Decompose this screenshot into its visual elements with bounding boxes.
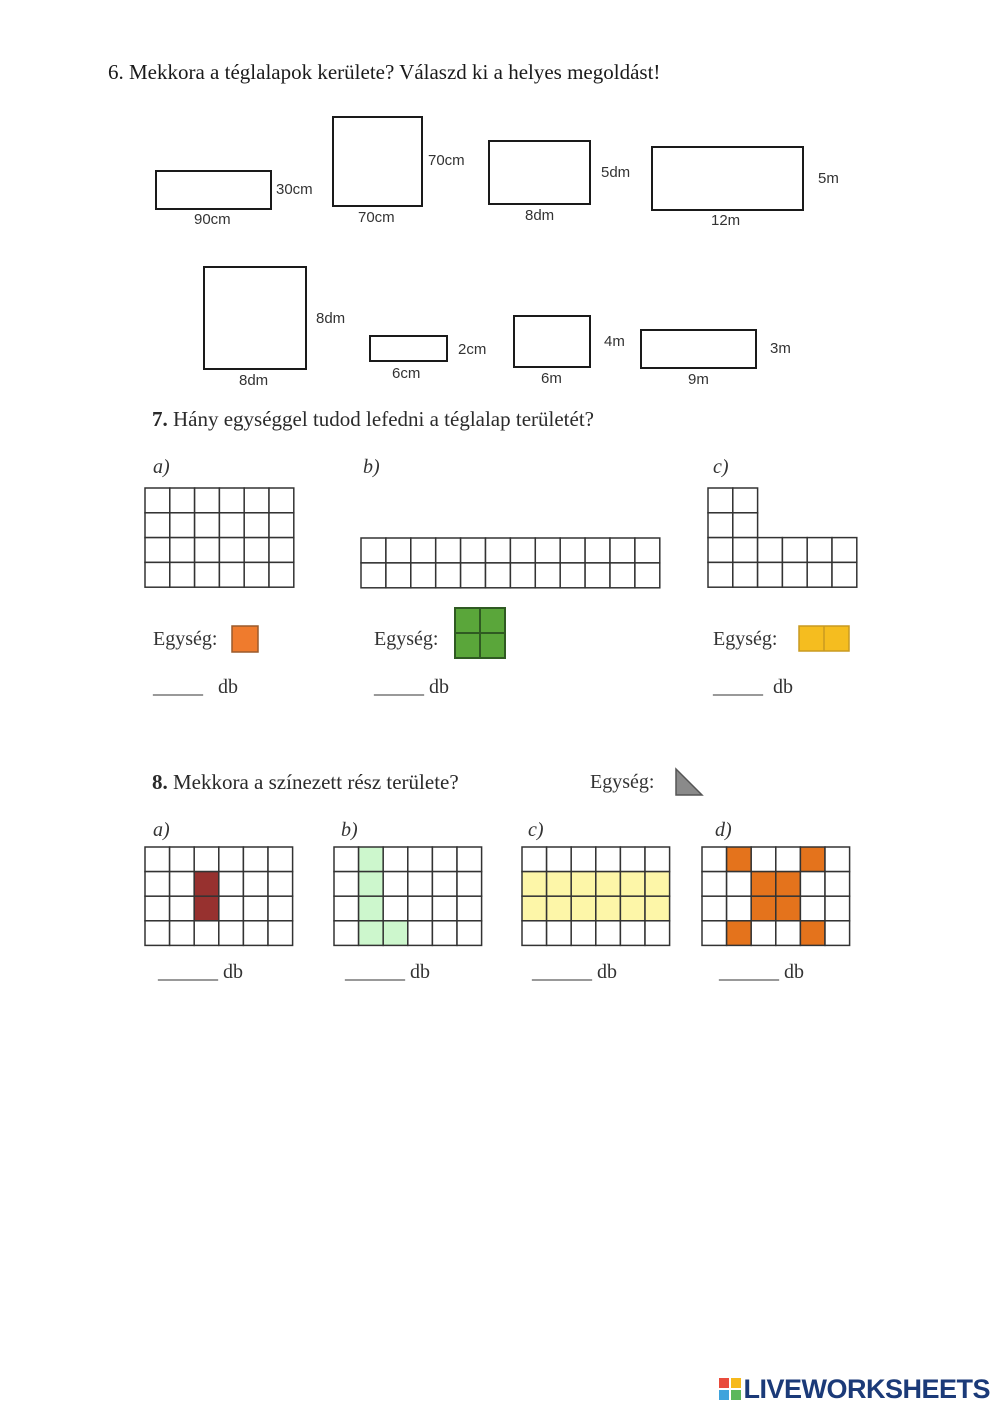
grid-cell <box>436 538 461 563</box>
grid-cell <box>195 513 220 538</box>
grid-cell <box>702 872 727 897</box>
grid-cell <box>596 896 621 921</box>
rect-4-height: 5m <box>818 170 839 187</box>
grid-cell <box>733 488 758 513</box>
grid-cell <box>751 921 776 946</box>
q7-answer-a <box>153 676 238 699</box>
grid-cell <box>194 896 219 921</box>
q7-answer-blank-a[interactable]: _____ <box>153 676 203 698</box>
grid-cell <box>585 538 610 563</box>
q8-answer-b <box>345 961 430 984</box>
grid-cell <box>268 872 293 897</box>
grid-cell <box>359 921 384 946</box>
grid-cell <box>457 896 482 921</box>
grid-cell <box>219 488 244 513</box>
grid-cell <box>776 896 801 921</box>
grid-cell <box>560 563 585 588</box>
grid-cell <box>733 562 758 587</box>
grid-cell <box>782 562 807 587</box>
grid-cell <box>825 847 850 872</box>
q7-letter-a: a) <box>153 456 170 478</box>
question-8-text: Mekkora a színezett rész területe? <box>167 770 459 794</box>
grid-cell <box>702 921 727 946</box>
question-7-text: Hány egységgel tudod lefedni a téglalap területét? <box>167 407 594 431</box>
q8-unit-triangle-icon <box>676 769 702 795</box>
grid-cell <box>596 921 621 946</box>
q8-grid-b <box>334 847 482 945</box>
grid-cell <box>383 921 408 946</box>
grid-cell <box>800 896 825 921</box>
grid-cell <box>733 513 758 538</box>
grid-cell <box>383 896 408 921</box>
grid-cell <box>727 872 752 897</box>
q8-answer-blank-a[interactable]: ______ <box>158 961 218 983</box>
rect-2-height: 70cm <box>428 152 465 169</box>
grid-cell <box>751 896 776 921</box>
grid-cell <box>408 921 433 946</box>
grid-cell <box>620 847 645 872</box>
rect-8-width: 9m <box>688 371 709 388</box>
grid-cell <box>195 538 220 563</box>
q7-unit-label-a: Egység: <box>153 628 218 650</box>
grid-cell <box>243 847 268 872</box>
rect-5-width: 8dm <box>239 372 269 389</box>
q7-unit-label-b: Egység: <box>374 628 439 650</box>
rect-3-width: 8dm <box>525 207 555 224</box>
grid-cell <box>825 921 850 946</box>
grid-cell <box>727 921 752 946</box>
grid-cell <box>170 847 195 872</box>
q8-db-label-c: db <box>597 961 617 983</box>
logo-text: LIVEWORKSHEETS <box>743 1374 990 1404</box>
grid-cell <box>832 538 857 563</box>
grid-cell <box>596 872 621 897</box>
grid-cell <box>733 538 758 563</box>
grid-cell <box>145 538 170 563</box>
grid-cell <box>571 896 596 921</box>
grid-cell <box>800 872 825 897</box>
grid-cell <box>645 872 670 897</box>
grid-cell <box>776 872 801 897</box>
grid-cell <box>645 921 670 946</box>
grid-cell <box>620 921 645 946</box>
q8-db-label-a: db <box>223 961 243 983</box>
grid-cell <box>776 847 801 872</box>
grid-cell <box>832 562 857 587</box>
q7-unit-square-a <box>232 626 258 652</box>
q8-grid-a <box>145 847 293 945</box>
grid-cell <box>510 538 535 563</box>
grid-cell <box>219 847 244 872</box>
grid-cell <box>170 488 195 513</box>
grid-cell <box>195 562 220 587</box>
q7-unit-domino-c <box>799 626 849 651</box>
grid-cell <box>383 847 408 872</box>
grid-cell <box>361 538 386 563</box>
question-6-title: 6. Mekkora a téglalapok kerülete? Válaszd ki a helyes megoldást! <box>108 60 661 84</box>
q8-answer-blank-c[interactable]: ______ <box>532 961 592 983</box>
grid-cell <box>170 872 195 897</box>
grid-cell <box>825 872 850 897</box>
grid-cell <box>383 872 408 897</box>
grid-cell <box>708 513 733 538</box>
grid-cell <box>170 538 195 563</box>
q8-unit-label: Egység: <box>590 771 655 793</box>
grid-cell <box>145 562 170 587</box>
grid-cell <box>244 513 269 538</box>
grid-cell <box>359 896 384 921</box>
grid-cell <box>145 488 170 513</box>
q8-answer-c <box>532 961 617 984</box>
q7-unit-square-b <box>455 608 505 658</box>
grid-cell <box>194 872 219 897</box>
grid-cell <box>269 562 294 587</box>
rect-2-width: 70cm <box>358 209 395 226</box>
grid-cell <box>334 847 359 872</box>
grid-cell <box>243 872 268 897</box>
grid-cell <box>244 538 269 563</box>
grid-cell <box>751 847 776 872</box>
q8-letter-d: d) <box>715 819 732 841</box>
grid-cell <box>145 872 170 897</box>
grid-cell <box>522 921 547 946</box>
grid-cell <box>571 872 596 897</box>
q7-letter-b: b) <box>363 456 380 478</box>
grid-cell <box>195 488 220 513</box>
grid-cell <box>782 538 807 563</box>
grid-cell <box>776 921 801 946</box>
grid-cell <box>170 562 195 587</box>
grid-cell <box>432 921 457 946</box>
logo-icon <box>719 1378 741 1400</box>
grid-cell <box>547 872 572 897</box>
q7-answer-blank-b[interactable]: _____ <box>374 676 424 698</box>
grid-cell <box>194 921 219 946</box>
grid-cell <box>170 513 195 538</box>
grid-cell <box>170 896 195 921</box>
grid-cell <box>708 562 733 587</box>
grid-cell <box>457 847 482 872</box>
grid-cell <box>408 847 433 872</box>
grid-cell <box>243 921 268 946</box>
grid-cell <box>758 562 783 587</box>
grid-cell <box>334 921 359 946</box>
q7-answer-b <box>374 676 449 699</box>
grid-cell <box>244 562 269 587</box>
grid-cell <box>620 896 645 921</box>
grid-cell <box>596 847 621 872</box>
q7-grid-a <box>145 488 294 587</box>
q7-db-label-c: db <box>773 676 793 698</box>
grid-cell <box>269 538 294 563</box>
grid-cell <box>334 872 359 897</box>
rect-8-height: 3m <box>770 340 791 357</box>
grid-cell <box>522 896 547 921</box>
q8-letter-a: a) <box>153 819 170 841</box>
grid-cell <box>610 538 635 563</box>
grid-cell <box>219 872 244 897</box>
grid-cell <box>145 847 170 872</box>
grid-cell <box>702 847 727 872</box>
grid-cell <box>361 563 386 588</box>
grid-cell <box>269 488 294 513</box>
grid-cell <box>571 847 596 872</box>
grid-cell <box>758 538 783 563</box>
rect-4-width: 12m <box>711 212 741 229</box>
q8-db-label-b: db <box>410 961 430 983</box>
grid-cell <box>408 872 433 897</box>
grid-cell <box>486 563 511 588</box>
q7-grid-c <box>708 488 857 587</box>
q7-db-label-a: db <box>218 676 238 698</box>
question-7-number: 7. <box>152 407 168 431</box>
grid-cell <box>547 847 572 872</box>
grid-cell <box>268 847 293 872</box>
grid-cell <box>386 538 411 563</box>
q8-answer-d <box>719 961 804 984</box>
rect-7-width: 6m <box>541 370 562 387</box>
rect-1-width: 90cm <box>194 211 231 228</box>
grid-cell <box>461 563 486 588</box>
grid-cell <box>522 872 547 897</box>
grid-cell <box>145 921 170 946</box>
grid-cell <box>571 921 596 946</box>
q7-answer-blank-c[interactable]: _____ <box>713 676 763 698</box>
grid-cell <box>547 896 572 921</box>
rect-1-height: 30cm <box>276 181 313 198</box>
grid-cell <box>800 847 825 872</box>
q7-letter-c: c) <box>713 456 729 478</box>
grid-cell <box>535 538 560 563</box>
q7-grid-b <box>361 538 660 588</box>
grid-cell <box>751 872 776 897</box>
grid-cell <box>432 896 457 921</box>
q7-db-label-b: db <box>429 676 449 698</box>
rect-7-height: 4m <box>604 333 625 350</box>
question-8-number: 8. <box>152 770 168 794</box>
q7-answer-c <box>713 676 793 699</box>
grid-cell <box>635 538 660 563</box>
grid-cell <box>807 538 832 563</box>
grid-cell <box>645 896 670 921</box>
question-8-title <box>152 770 459 795</box>
grid-cell <box>145 896 170 921</box>
grid-cell <box>411 538 436 563</box>
grid-cell <box>825 896 850 921</box>
grid-cell <box>408 896 433 921</box>
q7-unit-label-c: Egység: <box>713 628 778 650</box>
grid-cell <box>411 563 436 588</box>
grid-cell <box>219 896 244 921</box>
grid-cell <box>219 538 244 563</box>
grid-cell <box>359 872 384 897</box>
grid-cell <box>219 513 244 538</box>
grid-cell <box>610 563 635 588</box>
q8-letter-b: b) <box>341 819 358 841</box>
grid-cell <box>334 896 359 921</box>
grid-cell <box>269 513 294 538</box>
grid-cell <box>702 896 727 921</box>
grid-cell <box>727 847 752 872</box>
q8-grid-d <box>702 847 850 945</box>
grid-cell <box>243 896 268 921</box>
grid-cell <box>244 488 269 513</box>
grid-cell <box>268 896 293 921</box>
grid-cell <box>522 847 547 872</box>
grid-cell <box>145 513 170 538</box>
grid-cell <box>457 872 482 897</box>
grid-cell <box>560 538 585 563</box>
grid-cell <box>807 562 832 587</box>
grid-cell <box>432 872 457 897</box>
grid-cell <box>219 921 244 946</box>
grid-cell <box>359 847 384 872</box>
rect-6-width: 6cm <box>392 365 421 382</box>
grid-cell <box>432 847 457 872</box>
grid-cell <box>727 896 752 921</box>
q8-letter-c: c) <box>528 819 544 841</box>
grid-cell <box>486 538 511 563</box>
grid-cell <box>457 921 482 946</box>
rect-6-height: 2cm <box>458 341 487 358</box>
q8-answer-a <box>158 961 243 984</box>
grid-cell <box>194 847 219 872</box>
grid-cell <box>547 921 572 946</box>
grid-cell <box>219 562 244 587</box>
q8-grid-c <box>522 847 670 945</box>
grid-cell <box>170 921 195 946</box>
q8-answer-blank-d[interactable]: ______ <box>719 961 779 983</box>
grid-cell <box>800 921 825 946</box>
rect-3-height: 5dm <box>601 164 631 181</box>
grid-cell <box>386 563 411 588</box>
grid-cell <box>585 563 610 588</box>
liveworksheets-logo[interactable] <box>719 1374 990 1405</box>
grid-cell <box>535 563 560 588</box>
rect-5-height: 8dm <box>316 310 346 327</box>
q8-db-label-d: db <box>784 961 804 983</box>
grid-cell <box>708 538 733 563</box>
grid-cell <box>510 563 535 588</box>
grid-cell <box>708 488 733 513</box>
q8-answer-blank-b[interactable]: ______ <box>345 961 405 983</box>
grid-cell <box>436 563 461 588</box>
grid-cell <box>620 872 645 897</box>
grid-cell <box>268 921 293 946</box>
grid-cell <box>461 538 486 563</box>
grid-cell <box>645 847 670 872</box>
grid-cell <box>635 563 660 588</box>
